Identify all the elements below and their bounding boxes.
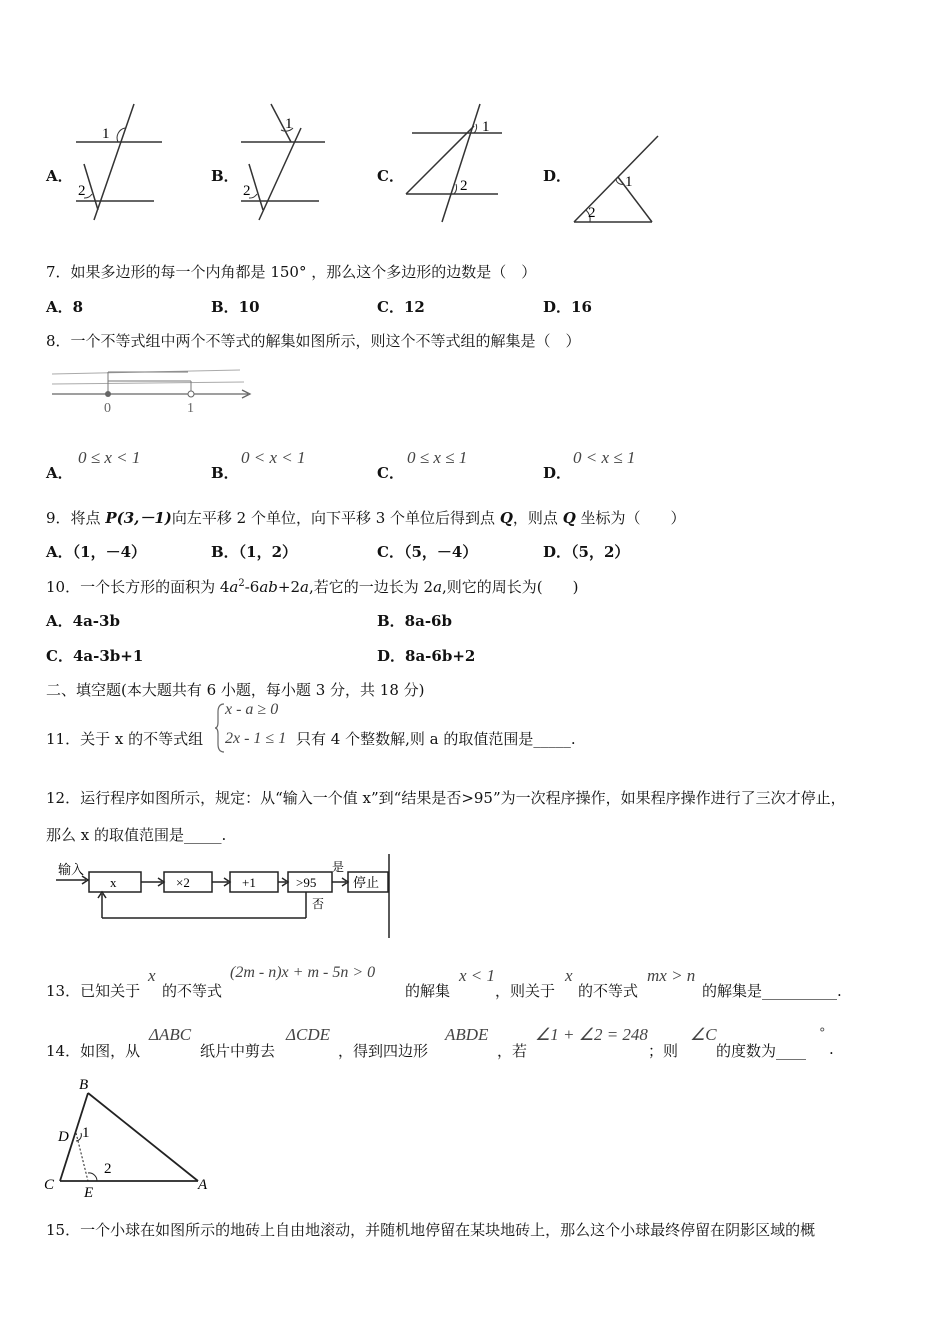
q6-option-c-label: C． [377,167,404,185]
q6-d-angle2: 2 [588,205,596,221]
flow-box-times2: ×2 [176,875,190,890]
flow-stop-box: 停止 [353,875,380,890]
q8-option-d: 0 < x ≤ 1 [573,448,636,467]
q13-inequality: (2m - n)x + m - 5n > 0 [230,964,376,981]
q12-flowchart [56,852,392,940]
q13-text-b: 的不等式 [162,982,223,1000]
q6-figure-b [235,98,335,223]
q10-option-b: B．8a-6b [377,612,452,630]
q13-text-e: 的不等式 [578,982,639,1000]
q14-text-c: ，得到四边形 [338,1042,429,1060]
q9-option-c: C．（5，－4） [377,543,478,561]
q14-text-g: . [829,1040,834,1058]
q8-tick-1: 1 [187,401,194,416]
q9-stem: 9．将点 P(3,－1)向左平移 2 个单位，向下平移 3 个单位后得到点 Q，则点 Q 坐标为（ ） [46,509,686,527]
q10-option-c: C．4a-3b+1 [46,647,144,665]
q6-figure-d [566,130,666,228]
q13-x1: x [148,966,156,985]
q12-line-2: 那么 x 的取值范围是_____. [46,826,227,844]
q6-c-angle2: 2 [460,178,468,194]
flow-yes-label: 是 [332,860,345,874]
q8-option-d-label: D． [543,464,572,482]
q7-option-c: C．12 [377,298,425,316]
q14-quadrilateral: ABDE [445,1025,489,1044]
q6-option-b-label: B． [211,167,239,185]
q8-option-a: 0 ≤ x < 1 [78,448,141,467]
q6-a-angle2: 2 [78,183,86,199]
flow-box-plus1: +1 [242,875,256,890]
q6-figure-c [402,98,512,223]
q7-option-a: A．8 [46,298,84,316]
q6-b-angle1: 1 [285,116,293,132]
q7-stem: 7．如果多边形的每一个内角都是 150° ，那么这个多边形的边数是（ ） [46,263,537,281]
q13-solution: x < 1 [459,966,496,985]
q14-text-a: 14．如图，从 [46,1042,141,1060]
q8-option-b-label: B． [211,464,239,482]
q14-text-d: ，若 [497,1042,528,1060]
fig-label-d: D [58,1129,69,1145]
q8-option-c-label: C． [377,464,404,482]
q11-prefix: 11．关于 x 的不等式组 [46,730,204,748]
fig-label-c: C [44,1177,55,1193]
q15-stem: 15．一个小球在如图所示的地砖上自由地滚动，并随机地停留在某块地砖上，那么这个小球最终停留在阴影区域的概 [46,1221,816,1239]
flow-input-label: 输入 [58,862,85,877]
section-2-heading: 二、填空题(本大题共有 6 小题，每小题 3 分，共 18 分) [46,681,425,699]
q7-option-d: D．16 [543,298,592,316]
q14-triangle-abc: ΔABC [149,1025,192,1044]
q14-text-f: 的度数为____ [716,1042,807,1060]
q13-text-f: 的解集是__________. [702,982,842,1000]
q14-triangle-cde: ΔCDE [286,1025,330,1044]
q8-stem: 8．一个不等式组中两个不等式的解集如图所示，则这个不等式组的解集是（ ） [46,332,581,350]
q12-line-1: 12．运行程序如图所示，规定：从“输入一个值 x”到“结果是否>95”为一次程序操作，如果程序操作进行了三次才停止， [46,789,846,807]
q9-option-a: A．（1，－4） [46,543,147,561]
q6-a-angle1: 1 [102,126,110,142]
q14-figure [40,1075,216,1201]
q14-angle-c: ∠C [690,1025,717,1044]
q9-option-d: D．（5，2） [543,543,630,561]
q6-option-a-label: A． [46,167,73,185]
q6-d-angle1: 1 [625,174,633,190]
q8-number-line [48,364,258,416]
q6-b-angle2: 2 [243,183,251,199]
q13-text-a: 13．已知关于 [46,982,141,1000]
fig-angle-1: 1 [82,1125,90,1141]
q10-option-d: D．8a-6b+2 [377,647,476,665]
q13-inequality-2: mx > n [647,966,696,985]
q14-text-e: ；则 [648,1042,679,1060]
q14-degree: ° [819,1026,826,1041]
q10-stem: 10．一个长方形的面积为 $4a^2-6ab+2a$,若它的一边长为 2a,则它的周长为( ) [46,578,579,596]
q13-text-c: 的解集 [405,982,451,1000]
q6-c-angle1: 1 [482,119,490,135]
q6-option-d-label: D． [543,167,572,185]
flow-box-x: x [110,875,117,890]
q13-text-d: ，则关于 [495,982,556,1000]
q9-option-b: B．（1，2） [211,543,298,561]
q14-text-b: 纸片中剪去 [200,1042,276,1060]
q7-option-b: B．10 [211,298,260,316]
q11-inequality-1: x - a ≥ 0 [225,701,279,718]
flow-box-compare: >95 [296,875,317,890]
q8-option-a-label: A． [46,464,73,482]
q14-condition: ∠1 + ∠2 = 248 [535,1025,648,1044]
q8-tick-0: 0 [104,401,111,416]
fig-label-b: B [79,1077,89,1093]
flow-no-label: 否 [312,897,325,911]
q13-x2: x [565,966,573,985]
q8-option-b: 0 < x < 1 [241,448,306,467]
q11-inequality-2: 2x - 1 ≤ 1 [225,730,287,747]
q6-figure-a [70,98,170,223]
fig-label-e: E [84,1185,94,1201]
fig-angle-2: 2 [104,1161,112,1177]
q10-option-a: A．4a-3b [46,612,120,630]
q11-suffix: 只有 4 个整数解,则 a 的取值范围是_____. [296,730,576,748]
fig-label-a: A [198,1177,208,1193]
q8-option-c: 0 ≤ x ≤ 1 [407,448,468,467]
